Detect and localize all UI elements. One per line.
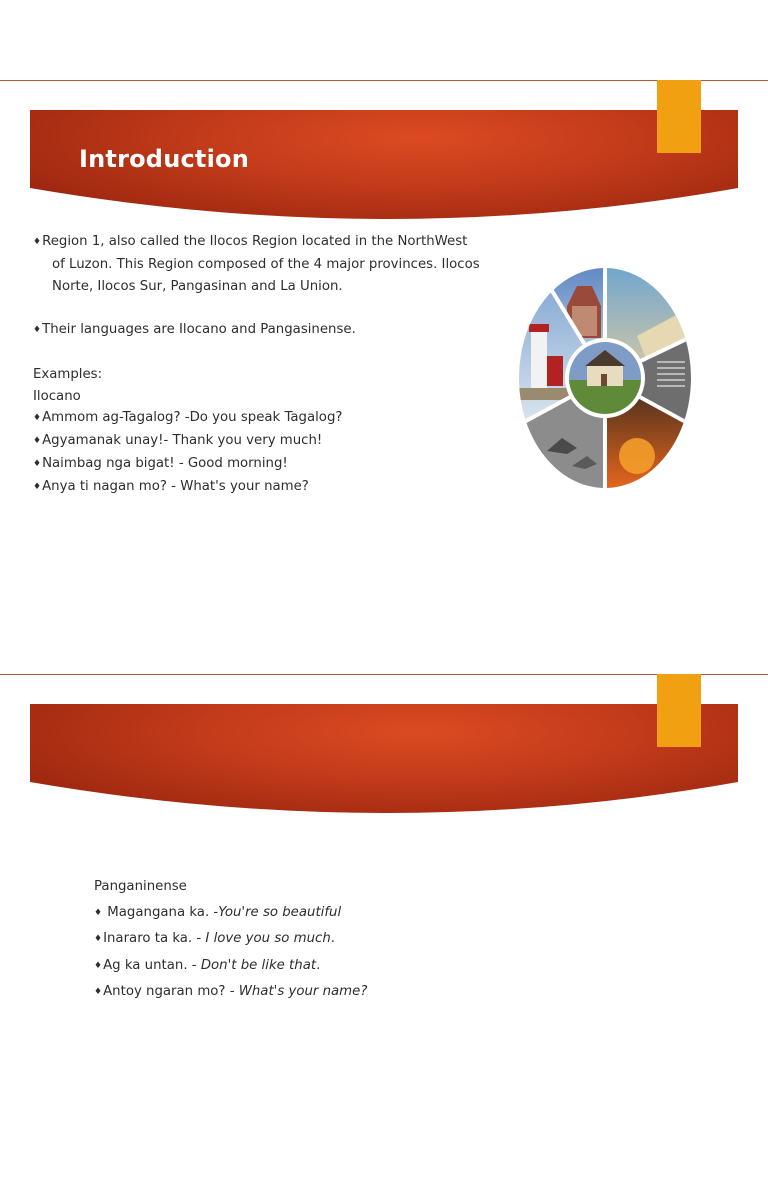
- ilocano-example: ♦ Naimbag nga bigat! - Good morning!: [33, 453, 503, 476]
- photo-collage-image: [517, 266, 693, 490]
- panganinense-example: ♦ Magangana ka. -You're so beautiful: [94, 900, 494, 927]
- bullet-languages: ♦ Their languages are Ilocano and Pangasinense.: [33, 319, 503, 342]
- slide-title: Introduction: [79, 145, 249, 173]
- panganinense-example: ♦ Ag ka untan. - Don't be like that.: [94, 953, 494, 980]
- ilocano-label: Ilocano: [33, 388, 81, 404]
- ilocano-example: ♦ Ammom ag-Tagalog? -Do you speak Tagalog?: [33, 407, 503, 430]
- panganinense-example: ♦ Antoy ngaran mo? - What's your name?: [94, 979, 494, 1006]
- ilocano-example: ♦ Anya ti nagan mo? - What's your name?: [33, 476, 503, 499]
- top-divider: [0, 674, 768, 675]
- slide-panganinense: [0, 594, 768, 1188]
- accent-tab: [657, 674, 701, 747]
- title-banner: [30, 704, 738, 816]
- slide-body: [94, 874, 494, 1006]
- bullet-region-cont-1: of Luzon. This Region composed of the 4 major provinces. Ilocos: [52, 256, 480, 272]
- ilocano-example: ♦ Agyamanak unay!- Thank you very much!: [33, 430, 503, 453]
- bullet-region: ♦ Region 1, also called the Ilocos Region located in the NorthWest: [33, 231, 503, 254]
- examples-label: Examples:: [33, 366, 103, 382]
- panganinense-heading: Panganinense: [94, 879, 187, 894]
- accent-tab: [657, 80, 701, 153]
- bullet-region-cont-2: Norte, Ilocos Sur, Pangasinan and La Union.: [52, 278, 343, 294]
- top-divider: [0, 80, 768, 81]
- panganinense-example: ♦ Inararo ta ka. - I love you so much.: [94, 926, 494, 953]
- slide-body: [33, 231, 503, 499]
